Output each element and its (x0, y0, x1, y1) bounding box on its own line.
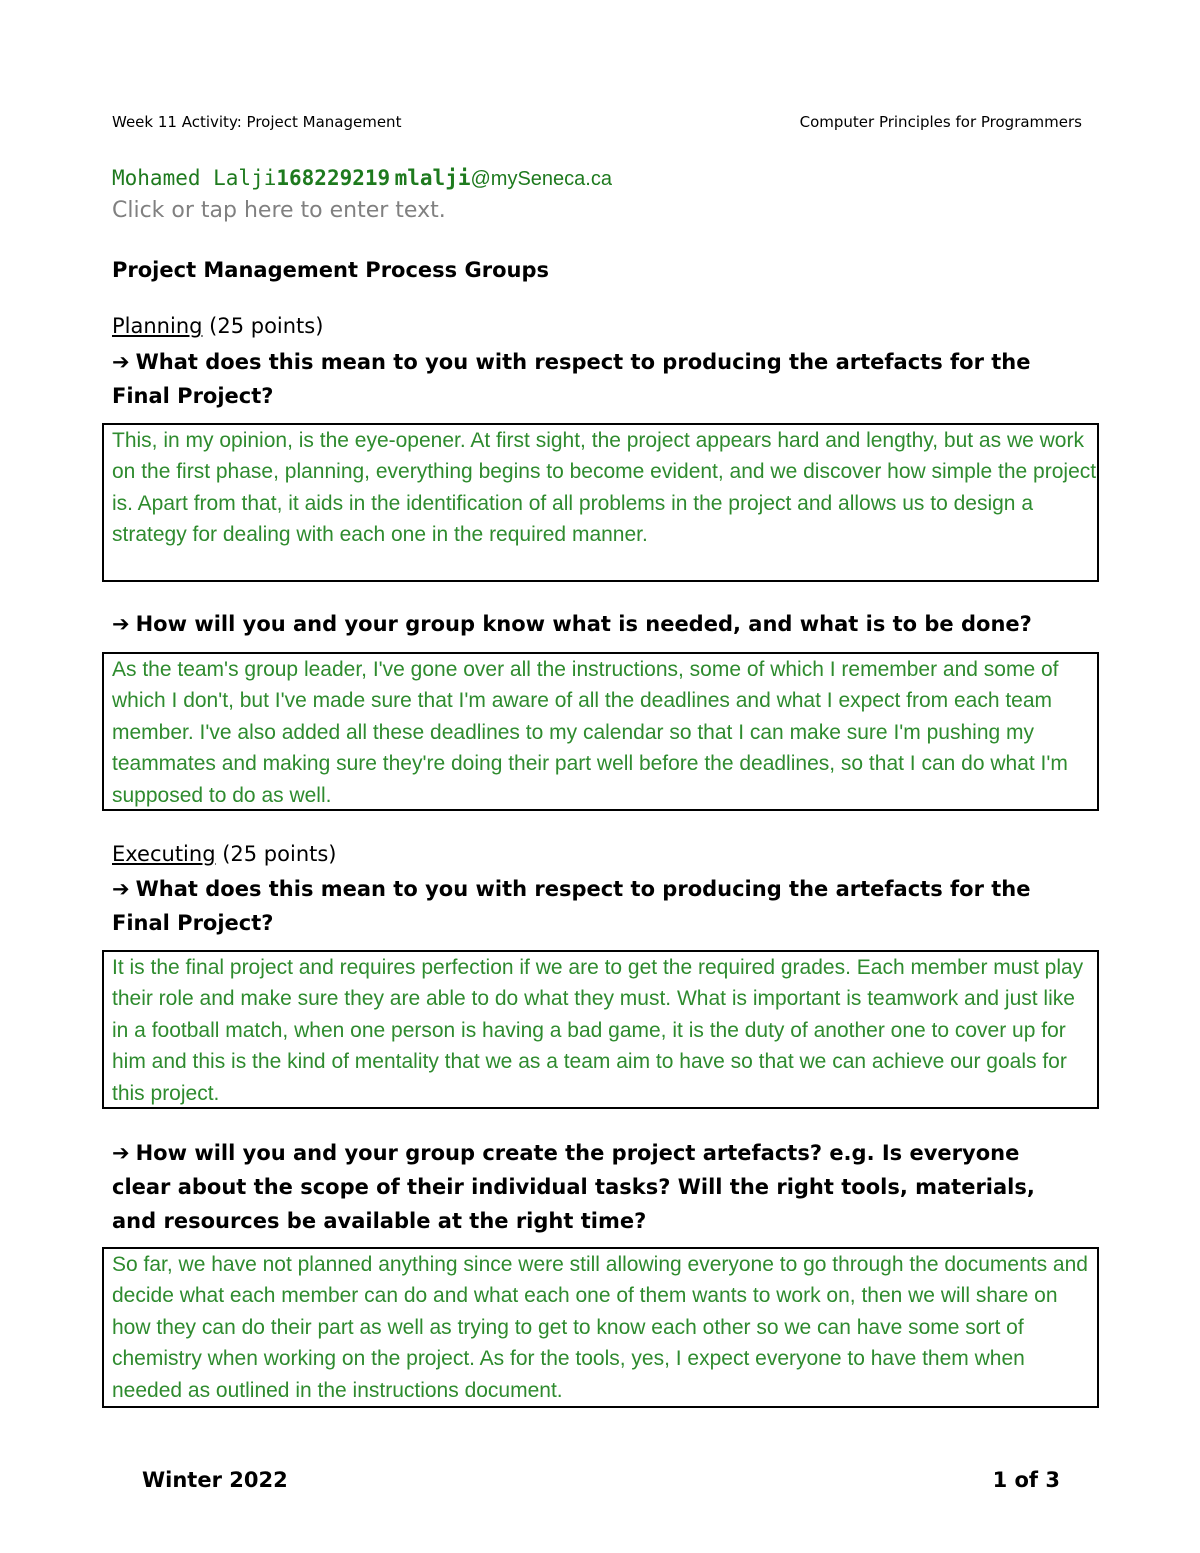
executing-answer-1-text: It is the final project and requires perfection if we are to get the required grades. Each member must play their role and make sure they are able to do what they must. What is important is teamwork and just like in a football match, when one person is having a bad game, it is the duty of another one to cover up for him and this is the kind of mentality that we as a team aim to have so that we can achieve our goals for this project. (112, 956, 1084, 1105)
planning-question-1 (112, 345, 1072, 413)
arrow-icon: ➔ (112, 350, 130, 374)
page-number: 1 of 3 (992, 1468, 1060, 1492)
planning-answer-2-text: As the team's group leader, I've gone over all the instructions, some of which I remember and some of which I don't, but I've made sure that I'm aware of all the deadlines and what I expect from each team member. I've also added all these deadlines to my calendar so that I can make sure I'm pushing my teammates and making sure they're doing their part well before the deadlines, so that I can do what I'm supposed to do as well. (112, 658, 1068, 807)
arrow-icon: ➔ (112, 877, 130, 901)
planning-answer-1[interactable] (102, 423, 1099, 582)
student-info (112, 166, 612, 191)
planning-points: (25 points) (202, 314, 324, 338)
executing-question-1 (112, 872, 1072, 940)
student-name: Mohamed Lalji (112, 166, 277, 190)
planning-question-2 (112, 607, 1072, 641)
planning-question-2-text: How will you and your group know what is needed, and what is to be done? (135, 612, 1032, 636)
student-email-domain: @mySeneca.ca (470, 168, 612, 190)
executing-title: Executing (112, 842, 216, 866)
executing-question-2-text: How will you and your group create the project artefacts? e.g. Is everyone clear about the scope of their individual tasks? Will the right tools, materials, and resources be available at the right time? (112, 1141, 1035, 1233)
executing-answer-2[interactable] (102, 1247, 1099, 1408)
executing-answer-2-text: So far, we have not planned anything since were still allowing everyone to go through the documents and decide what each member can do and what each one of them wants to work on, then we will share on how they can do their part as well as trying to get to know each other so we can have some sort of chemistry when working on the project. As for the tools, yes, I expect everyone to have them when needed as outlined in the instructions document. (112, 1253, 1088, 1402)
arrow-icon: ➔ (112, 1141, 130, 1165)
executing-question-1-text: What does this mean to you with respect to producing the artefacts for the Final Project? (112, 877, 1031, 935)
planning-question-1-text: What does this mean to you with respect to producing the artefacts for the Final Project? (112, 350, 1031, 408)
planning-title: Planning (112, 314, 203, 338)
arrow-icon: ➔ (112, 612, 130, 636)
executing-question-2 (112, 1136, 1072, 1238)
executing-answer-1[interactable] (102, 950, 1099, 1109)
planning-heading (112, 314, 323, 338)
header-left: Week 11 Activity: Project Management (112, 113, 402, 131)
planning-answer-1-text: This, in my opinion, is the eye-opener. At first sight, the project appears hard and lengthy, but as we work on the first phase, planning, everything begins to become evident, and we discover how simple the project is. Apart from that, it aids in the identification of all problems in the project and allows us to design a strategy for dealing with each one in the required manner. (112, 429, 1097, 547)
executing-points: (25 points) (215, 842, 337, 866)
planning-answer-2[interactable] (102, 652, 1099, 811)
student-user: mlalji (394, 166, 471, 190)
executing-heading (112, 842, 337, 866)
section-title: Project Management Process Groups (112, 258, 549, 282)
header-right: Computer Principles for Programmers (799, 113, 1082, 131)
text-placeholder-field[interactable]: Click or tap here to enter text. (112, 198, 446, 223)
student-id: 168229219 (276, 166, 391, 190)
footer-term: Winter 2022 (142, 1468, 288, 1492)
